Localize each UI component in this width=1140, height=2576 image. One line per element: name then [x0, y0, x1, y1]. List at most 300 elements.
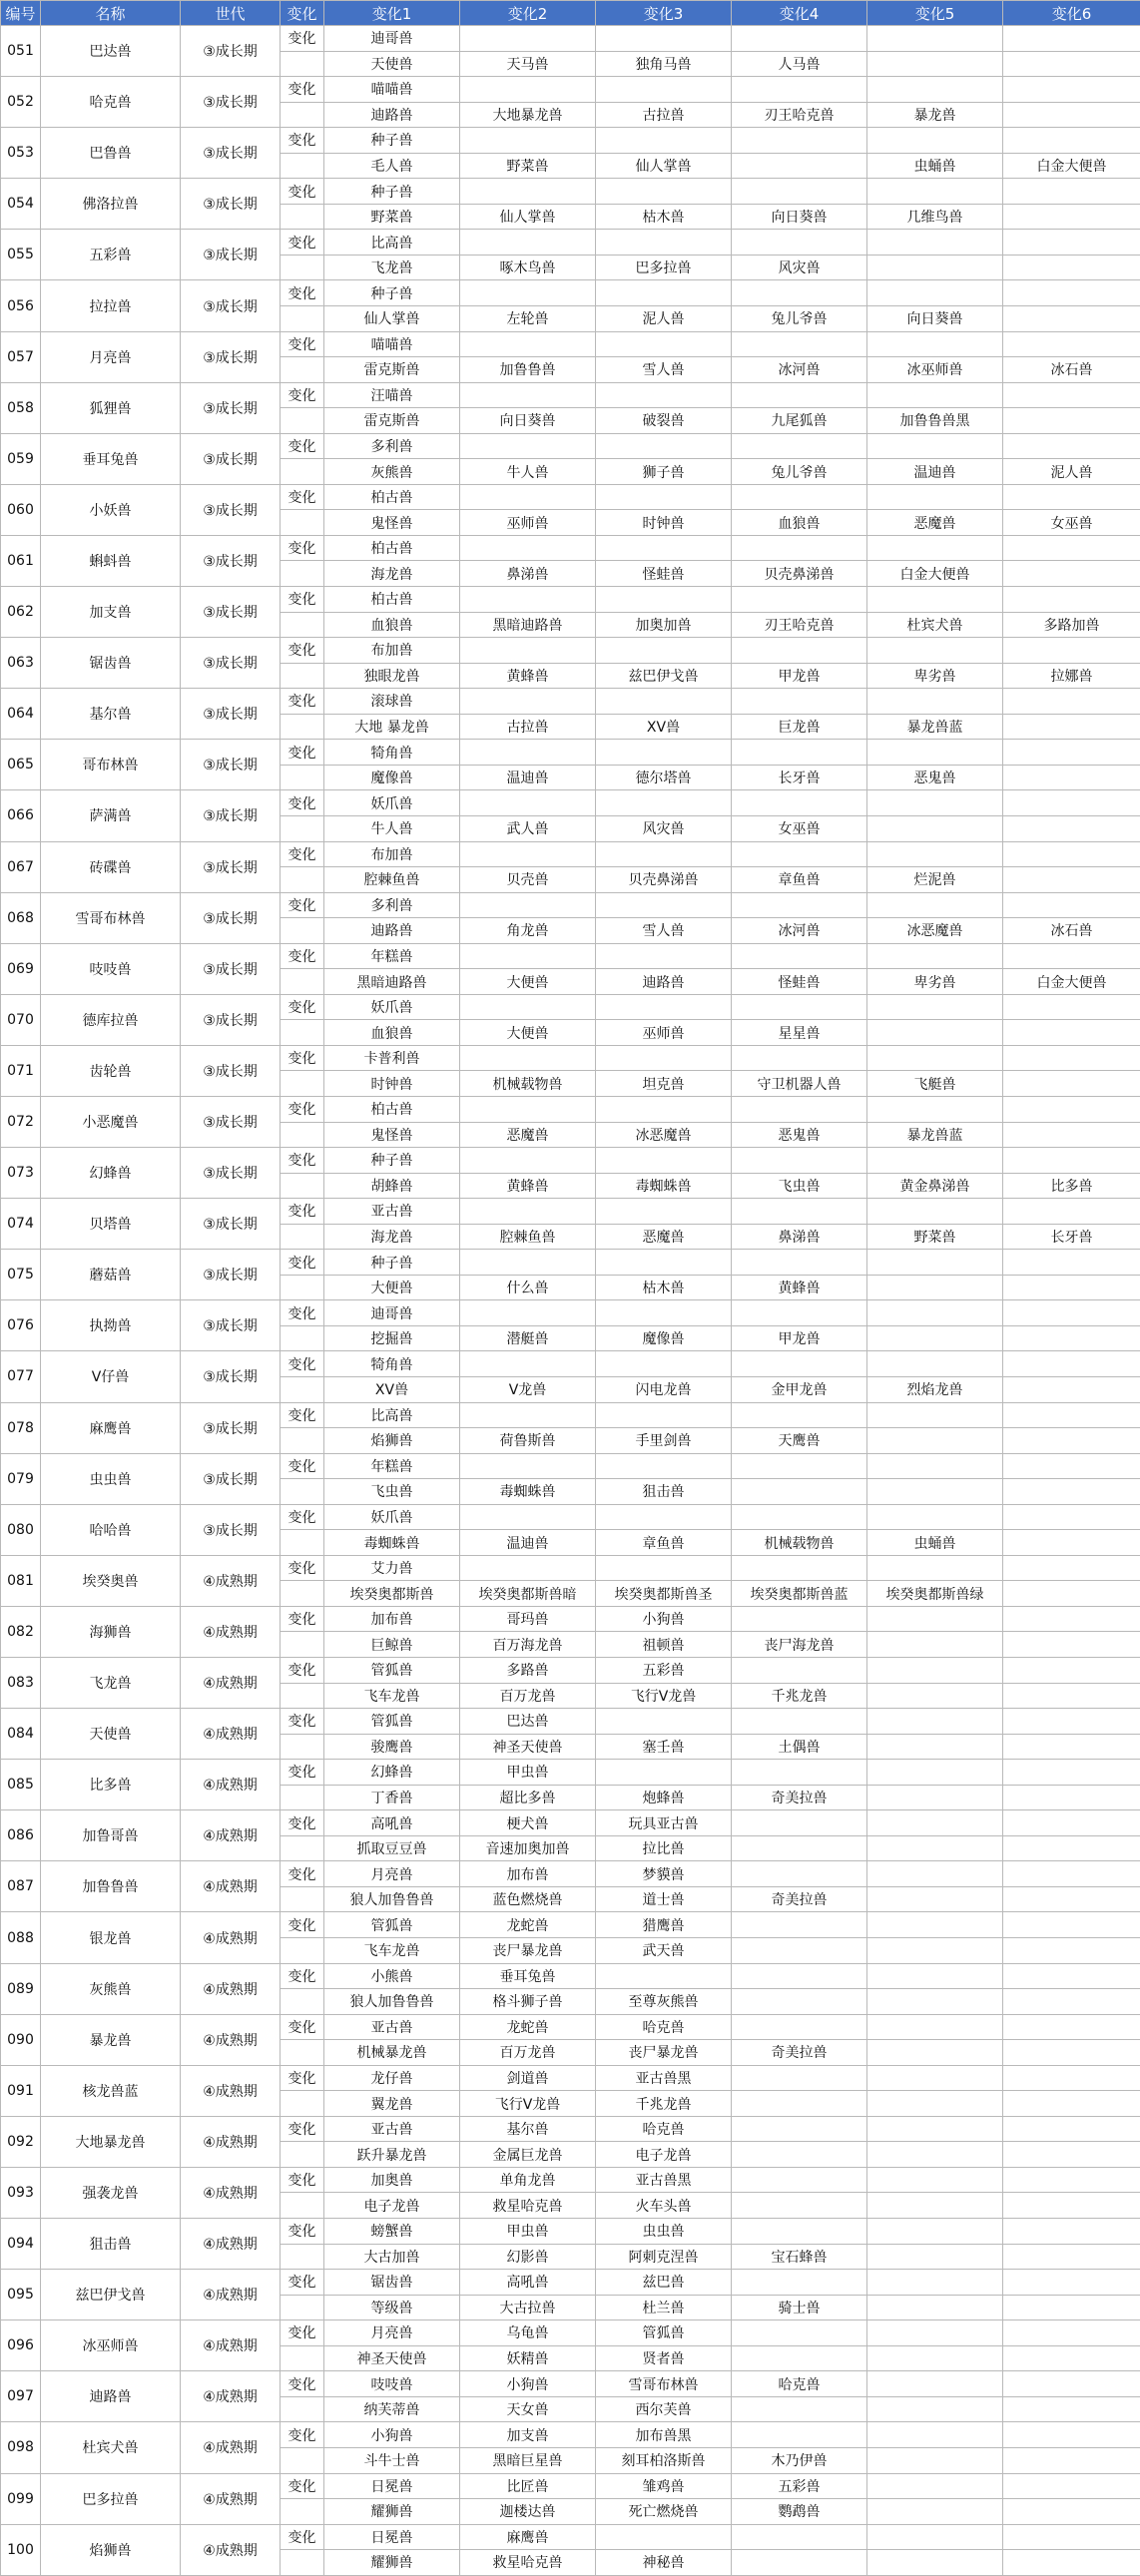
generation-cell[interactable]: ③成长期: [181, 638, 281, 689]
evolution-cell[interactable]: 冰河兽: [732, 357, 867, 383]
evolution-cell[interactable]: 坦克兽: [596, 1071, 732, 1097]
degeneration-cell[interactable]: [867, 1453, 1003, 1479]
degeneration-cell[interactable]: 雪哥布林兽: [596, 2371, 732, 2397]
evolution-cell[interactable]: [867, 1428, 1003, 1454]
evolution-cell[interactable]: 杜兰兽: [596, 2295, 732, 2320]
degeneration-cell[interactable]: [867, 1963, 1003, 1989]
degeneration-cell[interactable]: [732, 1250, 867, 1276]
id-cell[interactable]: 063: [1, 638, 41, 689]
degeneration-cell[interactable]: 巴达兽: [460, 1709, 596, 1735]
degeneration-cell[interactable]: 龙蛇兽: [460, 2014, 596, 2040]
degeneration-cell[interactable]: [596, 790, 732, 816]
degeneration-cell[interactable]: [460, 841, 596, 867]
evolution-cell[interactable]: 冰恶魔兽: [596, 1122, 732, 1148]
degeneration-cell[interactable]: [732, 433, 867, 459]
evolution-cell[interactable]: [1003, 1479, 1140, 1505]
evolution-cell[interactable]: 白金大便兽: [1003, 969, 1140, 995]
change-type-cell[interactable]: [281, 204, 324, 230]
evolution-cell[interactable]: 雪人兽: [596, 918, 732, 944]
degeneration-cell[interactable]: [1003, 638, 1140, 664]
evolution-cell[interactable]: 纳芙蒂兽: [324, 2396, 460, 2422]
degeneration-cell[interactable]: [1003, 1810, 1140, 1836]
degeneration-cell[interactable]: [1003, 1300, 1140, 1326]
evolution-cell[interactable]: 虫蛹兽: [867, 153, 1003, 179]
degeneration-cell[interactable]: [1003, 535, 1140, 561]
evolution-cell[interactable]: 长牙兽: [732, 765, 867, 790]
evolution-cell[interactable]: 奇美拉兽: [732, 2040, 867, 2066]
change-type-cell[interactable]: [281, 306, 324, 332]
degeneration-cell[interactable]: [596, 994, 732, 1020]
evolution-cell[interactable]: 飞艇兽: [867, 1071, 1003, 1097]
name-cell[interactable]: 五彩兽: [41, 230, 181, 280]
evolution-cell[interactable]: 冰石兽: [1003, 357, 1140, 383]
degeneration-cell[interactable]: [867, 1148, 1003, 1174]
degeneration-cell[interactable]: [732, 535, 867, 561]
evolution-cell[interactable]: 阿刺克涅兽: [596, 2244, 732, 2270]
evolution-cell[interactable]: 怪蛙兽: [596, 561, 732, 587]
evolution-cell[interactable]: [867, 2550, 1003, 2576]
evolution-cell[interactable]: 埃癸奥都斯兽: [324, 1581, 460, 1607]
evolution-cell[interactable]: 黑暗巨星兽: [460, 2447, 596, 2473]
degeneration-cell[interactable]: 比高兽: [324, 230, 460, 256]
header-cell-id[interactable]: 编号: [1, 1, 41, 26]
header-cell-change-4[interactable]: 变化4: [732, 1, 867, 26]
evolution-cell[interactable]: 死亡燃烧兽: [596, 2499, 732, 2525]
evolution-cell[interactable]: [732, 2550, 867, 2576]
name-cell[interactable]: 核龙兽蓝: [41, 2065, 181, 2116]
degeneration-cell[interactable]: [1003, 26, 1140, 52]
generation-cell[interactable]: ③成长期: [181, 1096, 281, 1147]
change-type-cell[interactable]: [281, 255, 324, 280]
evolution-cell[interactable]: 巨龙兽: [732, 714, 867, 740]
degeneration-cell[interactable]: 种子兽: [324, 179, 460, 205]
degeneration-cell[interactable]: [1003, 740, 1140, 766]
degeneration-cell[interactable]: [1003, 2371, 1140, 2397]
evolution-cell[interactable]: 人马兽: [732, 51, 867, 77]
evolution-cell[interactable]: [1003, 2193, 1140, 2219]
degeneration-cell[interactable]: [460, 1199, 596, 1225]
generation-cell[interactable]: ③成长期: [181, 943, 281, 994]
name-cell[interactable]: 德库拉兽: [41, 994, 181, 1045]
generation-cell[interactable]: ④成熟期: [181, 2167, 281, 2218]
degeneration-cell[interactable]: [732, 1810, 867, 1836]
generation-cell[interactable]: ④成熟期: [181, 2014, 281, 2065]
degeneration-cell[interactable]: [1003, 1250, 1140, 1276]
evolution-cell[interactable]: 大地暴龙兽: [460, 102, 596, 128]
degeneration-cell[interactable]: [1003, 943, 1140, 969]
name-cell[interactable]: 月亮兽: [41, 331, 181, 382]
evolution-cell[interactable]: 骏鹰兽: [324, 1734, 460, 1760]
change-type-cell[interactable]: 变化: [281, 2065, 324, 2091]
name-cell[interactable]: 执拗兽: [41, 1300, 181, 1351]
degeneration-cell[interactable]: 吱吱兽: [324, 2371, 460, 2397]
degeneration-cell[interactable]: [460, 587, 596, 613]
degeneration-cell[interactable]: 多利兽: [324, 433, 460, 459]
degeneration-cell[interactable]: [867, 280, 1003, 306]
evolution-cell[interactable]: 天鹰兽: [732, 1428, 867, 1454]
degeneration-cell[interactable]: 日冕兽: [324, 2473, 460, 2499]
id-cell[interactable]: 098: [1, 2422, 41, 2473]
degeneration-cell[interactable]: [732, 280, 867, 306]
evolution-cell[interactable]: [867, 1020, 1003, 1046]
evolution-cell[interactable]: [867, 1275, 1003, 1300]
evolution-cell[interactable]: [1003, 1325, 1140, 1351]
change-type-cell[interactable]: [281, 102, 324, 128]
evolution-cell[interactable]: [867, 1989, 1003, 2015]
evolution-cell[interactable]: 野菜兽: [867, 1224, 1003, 1250]
degeneration-cell[interactable]: [1003, 77, 1140, 103]
id-cell[interactable]: 094: [1, 2219, 41, 2270]
change-type-cell[interactable]: [281, 2244, 324, 2270]
degeneration-cell[interactable]: [460, 994, 596, 1020]
generation-cell[interactable]: ③成长期: [181, 230, 281, 280]
evolution-cell[interactable]: [1003, 2142, 1140, 2168]
evolution-cell[interactable]: 狼人加鲁鲁兽: [324, 1886, 460, 1912]
evolution-cell[interactable]: 啄木鸟兽: [460, 255, 596, 280]
degeneration-cell[interactable]: [867, 740, 1003, 766]
evolution-cell[interactable]: 机械载物兽: [460, 1071, 596, 1097]
generation-cell[interactable]: ③成长期: [181, 1504, 281, 1555]
degeneration-cell[interactable]: [867, 2371, 1003, 2397]
degeneration-cell[interactable]: 妖爪兽: [324, 994, 460, 1020]
degeneration-cell[interactable]: [867, 2014, 1003, 2040]
degeneration-cell[interactable]: [732, 1709, 867, 1735]
change-type-cell[interactable]: [281, 1734, 324, 1760]
change-type-cell[interactable]: 变化: [281, 841, 324, 867]
degeneration-cell[interactable]: 亚古兽: [324, 2116, 460, 2142]
evolution-cell[interactable]: 魔像兽: [596, 1325, 732, 1351]
evolution-cell[interactable]: 古拉兽: [460, 714, 596, 740]
evolution-cell[interactable]: 电子龙兽: [324, 2193, 460, 2219]
change-type-cell[interactable]: 变化: [281, 790, 324, 816]
degeneration-cell[interactable]: 哥玛兽: [460, 1606, 596, 1632]
degeneration-cell[interactable]: [596, 1555, 732, 1581]
degeneration-cell[interactable]: 喵喵兽: [324, 77, 460, 103]
evolution-cell[interactable]: 恶魔兽: [460, 1122, 596, 1148]
change-type-cell[interactable]: [281, 1224, 324, 1250]
degeneration-cell[interactable]: [1003, 1148, 1140, 1174]
degeneration-cell[interactable]: 基尔兽: [460, 2116, 596, 2142]
degeneration-cell[interactable]: [596, 1963, 732, 1989]
evolution-cell[interactable]: [1003, 714, 1140, 740]
evolution-cell[interactable]: 仙人掌兽: [324, 306, 460, 332]
degeneration-cell[interactable]: 种子兽: [324, 1250, 460, 1276]
name-cell[interactable]: 蘑菇兽: [41, 1250, 181, 1300]
degeneration-cell[interactable]: [596, 484, 732, 510]
degeneration-cell[interactable]: 月亮兽: [324, 2320, 460, 2346]
evolution-cell[interactable]: 翼龙兽: [324, 2091, 460, 2117]
name-cell[interactable]: 巴多拉兽: [41, 2473, 181, 2524]
change-type-cell[interactable]: [281, 2396, 324, 2422]
evolution-cell[interactable]: 妖精兽: [460, 2345, 596, 2371]
generation-cell[interactable]: ③成长期: [181, 841, 281, 892]
generation-cell[interactable]: ③成长期: [181, 128, 281, 179]
degeneration-cell[interactable]: [596, 1045, 732, 1071]
change-type-cell[interactable]: [281, 1683, 324, 1709]
degeneration-cell[interactable]: [867, 128, 1003, 154]
change-type-cell[interactable]: [281, 2447, 324, 2473]
degeneration-cell[interactable]: 小狗兽: [324, 2422, 460, 2448]
degeneration-cell[interactable]: [867, 2219, 1003, 2245]
degeneration-cell[interactable]: 哈克兽: [596, 2014, 732, 2040]
degeneration-cell[interactable]: 比匠兽: [460, 2473, 596, 2499]
degeneration-cell[interactable]: [1003, 1861, 1140, 1887]
evolution-cell[interactable]: 大便兽: [460, 1020, 596, 1046]
degeneration-cell[interactable]: 螃蟹兽: [324, 2219, 460, 2245]
degeneration-cell[interactable]: 日冕兽: [324, 2524, 460, 2550]
degeneration-cell[interactable]: 小熊兽: [324, 1963, 460, 1989]
evolution-cell[interactable]: [732, 2193, 867, 2219]
degeneration-cell[interactable]: [1003, 1199, 1140, 1225]
evolution-cell[interactable]: [867, 815, 1003, 841]
name-cell[interactable]: 哈哈兽: [41, 1504, 181, 1555]
degeneration-cell[interactable]: [732, 689, 867, 715]
evolution-cell[interactable]: [867, 2345, 1003, 2371]
id-cell[interactable]: 072: [1, 1096, 41, 1147]
degeneration-cell[interactable]: [867, 943, 1003, 969]
header-cell-name[interactable]: 名称: [41, 1, 181, 26]
generation-cell[interactable]: ③成长期: [181, 994, 281, 1045]
generation-cell[interactable]: ④成熟期: [181, 1810, 281, 1861]
degeneration-cell[interactable]: [732, 1096, 867, 1122]
id-cell[interactable]: 057: [1, 331, 41, 382]
evolution-cell[interactable]: 刻耳柏洛斯兽: [596, 2447, 732, 2473]
degeneration-cell[interactable]: [867, 1504, 1003, 1530]
evolution-cell[interactable]: 巴多拉兽: [596, 255, 732, 280]
generation-cell[interactable]: ④成熟期: [181, 2524, 281, 2575]
degeneration-cell[interactable]: [596, 2524, 732, 2550]
name-cell[interactable]: 齿轮兽: [41, 1045, 181, 1096]
id-cell[interactable]: 092: [1, 2116, 41, 2167]
degeneration-cell[interactable]: [732, 179, 867, 205]
evolution-cell[interactable]: 机械载物兽: [732, 1530, 867, 1556]
evolution-cell[interactable]: [1003, 2396, 1140, 2422]
change-type-cell[interactable]: 变化: [281, 2167, 324, 2193]
name-cell[interactable]: 比多兽: [41, 1760, 181, 1810]
change-type-cell[interactable]: 变化: [281, 1912, 324, 1938]
degeneration-cell[interactable]: 妖爪兽: [324, 790, 460, 816]
degeneration-cell[interactable]: [1003, 790, 1140, 816]
id-cell[interactable]: 082: [1, 1606, 41, 1657]
generation-cell[interactable]: ③成长期: [181, 535, 281, 586]
name-cell[interactable]: 灰熊兽: [41, 1963, 181, 2014]
evolution-cell[interactable]: [1003, 2550, 1140, 2576]
generation-cell[interactable]: ④成熟期: [181, 2320, 281, 2371]
change-type-cell[interactable]: 变化: [281, 1351, 324, 1377]
generation-cell[interactable]: ④成熟期: [181, 1760, 281, 1810]
evolution-cell[interactable]: 暴龙兽: [867, 102, 1003, 128]
degeneration-cell[interactable]: [867, 2320, 1003, 2346]
id-cell[interactable]: 077: [1, 1351, 41, 1402]
name-cell[interactable]: 迪路兽: [41, 2371, 181, 2422]
degeneration-cell[interactable]: [1003, 1045, 1140, 1071]
evolution-cell[interactable]: [1003, 765, 1140, 790]
degeneration-cell[interactable]: [732, 1861, 867, 1887]
generation-cell[interactable]: ④成熟期: [181, 2065, 281, 2116]
generation-cell[interactable]: ④成熟期: [181, 1963, 281, 2014]
evolution-cell[interactable]: 加奥加兽: [596, 612, 732, 638]
change-type-cell[interactable]: 变化: [281, 2219, 324, 2245]
id-cell[interactable]: 085: [1, 1760, 41, 1810]
id-cell[interactable]: 075: [1, 1250, 41, 1300]
evolution-cell[interactable]: 温迪兽: [867, 459, 1003, 485]
degeneration-cell[interactable]: [732, 1504, 867, 1530]
generation-cell[interactable]: ④成熟期: [181, 2270, 281, 2320]
evolution-cell[interactable]: [867, 255, 1003, 280]
evolution-cell[interactable]: 救星哈克兽: [460, 2550, 596, 2576]
evolution-cell[interactable]: 兔儿爷兽: [732, 306, 867, 332]
evolution-cell[interactable]: 多路加兽: [1003, 612, 1140, 638]
degeneration-cell[interactable]: [596, 1351, 732, 1377]
id-cell[interactable]: 089: [1, 1963, 41, 2014]
degeneration-cell[interactable]: [867, 230, 1003, 256]
change-type-cell[interactable]: 变化: [281, 1096, 324, 1122]
evolution-cell[interactable]: 迪路兽: [596, 969, 732, 995]
id-cell[interactable]: 091: [1, 2065, 41, 2116]
evolution-cell[interactable]: 鬼怪兽: [324, 510, 460, 536]
change-type-cell[interactable]: [281, 2499, 324, 2525]
degeneration-cell[interactable]: [867, 2065, 1003, 2091]
name-cell[interactable]: 加鲁哥兽: [41, 1810, 181, 1861]
evolution-cell[interactable]: 黑暗迪路兽: [324, 969, 460, 995]
evolution-cell[interactable]: 丧尸暴龙兽: [596, 2040, 732, 2066]
degeneration-cell[interactable]: [1003, 280, 1140, 306]
generation-cell[interactable]: ③成长期: [181, 26, 281, 77]
evolution-cell[interactable]: [867, 1632, 1003, 1658]
degeneration-cell[interactable]: [732, 128, 867, 154]
generation-cell[interactable]: ③成长期: [181, 1453, 281, 1504]
degeneration-cell[interactable]: [1003, 2270, 1140, 2296]
evolution-cell[interactable]: 大便兽: [324, 1275, 460, 1300]
evolution-cell[interactable]: 飞行V龙兽: [596, 1683, 732, 1709]
evolution-cell[interactable]: 温迪兽: [460, 765, 596, 790]
evolution-cell[interactable]: 大古拉兽: [460, 2295, 596, 2320]
degeneration-cell[interactable]: [1003, 1504, 1140, 1530]
degeneration-cell[interactable]: [732, 740, 867, 766]
degeneration-cell[interactable]: [732, 2219, 867, 2245]
degeneration-cell[interactable]: [732, 587, 867, 613]
degeneration-cell[interactable]: [460, 1453, 596, 1479]
degeneration-cell[interactable]: 龙蛇兽: [460, 1912, 596, 1938]
degeneration-cell[interactable]: 迪哥兽: [324, 1300, 460, 1326]
degeneration-cell[interactable]: [460, 1402, 596, 1428]
evolution-cell[interactable]: 巨鲸兽: [324, 1632, 460, 1658]
name-cell[interactable]: V仔兽: [41, 1351, 181, 1402]
degeneration-cell[interactable]: [460, 1045, 596, 1071]
degeneration-cell[interactable]: [867, 1045, 1003, 1071]
degeneration-cell[interactable]: 比高兽: [324, 1402, 460, 1428]
degeneration-cell[interactable]: [596, 77, 732, 103]
degeneration-cell[interactable]: [1003, 331, 1140, 357]
evolution-cell[interactable]: [867, 1835, 1003, 1861]
evolution-cell[interactable]: 野菜兽: [460, 153, 596, 179]
evolution-cell[interactable]: 冰石兽: [1003, 918, 1140, 944]
degeneration-cell[interactable]: [1003, 433, 1140, 459]
degeneration-cell[interactable]: 哈克兽: [596, 2116, 732, 2142]
id-cell[interactable]: 055: [1, 230, 41, 280]
change-type-cell[interactable]: [281, 969, 324, 995]
evolution-cell[interactable]: 风灾兽: [732, 255, 867, 280]
change-type-cell[interactable]: [281, 1989, 324, 2015]
evolution-cell[interactable]: [1003, 1835, 1140, 1861]
change-type-cell[interactable]: 变化: [281, 1709, 324, 1735]
evolution-cell[interactable]: 破裂兽: [596, 408, 732, 434]
id-cell[interactable]: 084: [1, 1709, 41, 1760]
evolution-cell[interactable]: 加鲁鲁兽黑: [867, 408, 1003, 434]
evolution-cell[interactable]: [1003, 1275, 1140, 1300]
degeneration-cell[interactable]: 年糕兽: [324, 943, 460, 969]
evolution-cell[interactable]: 白金大便兽: [867, 561, 1003, 587]
degeneration-cell[interactable]: [596, 892, 732, 918]
degeneration-cell[interactable]: [732, 1912, 867, 1938]
change-type-cell[interactable]: [281, 1071, 324, 1097]
degeneration-cell[interactable]: [867, 2422, 1003, 2448]
id-cell[interactable]: 081: [1, 1555, 41, 1606]
change-type-cell[interactable]: [281, 1785, 324, 1810]
change-type-cell[interactable]: [281, 765, 324, 790]
degeneration-cell[interactable]: [596, 1096, 732, 1122]
evolution-cell[interactable]: XV兽: [596, 714, 732, 740]
evolution-cell[interactable]: 血狼兽: [324, 1020, 460, 1046]
degeneration-cell[interactable]: 加奥兽: [324, 2167, 460, 2193]
evolution-cell[interactable]: [1003, 1071, 1140, 1097]
degeneration-cell[interactable]: [867, 1912, 1003, 1938]
change-type-cell[interactable]: 变化: [281, 1760, 324, 1786]
evolution-cell[interactable]: [1003, 51, 1140, 77]
evolution-cell[interactable]: 巫师兽: [596, 1020, 732, 1046]
name-cell[interactable]: 焰狮兽: [41, 2524, 181, 2575]
evolution-cell[interactable]: [1003, 306, 1140, 332]
change-type-cell[interactable]: [281, 1835, 324, 1861]
degeneration-cell[interactable]: [732, 1963, 867, 1989]
evolution-cell[interactable]: 卑劣兽: [867, 663, 1003, 689]
evolution-cell[interactable]: 恶鬼兽: [867, 765, 1003, 790]
id-cell[interactable]: 071: [1, 1045, 41, 1096]
name-cell[interactable]: 雪哥布林兽: [41, 892, 181, 943]
degeneration-cell[interactable]: [867, 689, 1003, 715]
change-type-cell[interactable]: 变化: [281, 1963, 324, 1989]
change-type-cell[interactable]: 变化: [281, 1300, 324, 1326]
generation-cell[interactable]: ③成长期: [181, 740, 281, 790]
evolution-cell[interactable]: 迪路兽: [324, 102, 460, 128]
change-type-cell[interactable]: 变化: [281, 2270, 324, 2296]
change-type-cell[interactable]: [281, 1020, 324, 1046]
evolution-cell[interactable]: [867, 1734, 1003, 1760]
name-cell[interactable]: 强袭龙兽: [41, 2167, 181, 2218]
generation-cell[interactable]: ④成熟期: [181, 1606, 281, 1657]
degeneration-cell[interactable]: [732, 484, 867, 510]
generation-cell[interactable]: ③成长期: [181, 892, 281, 943]
degeneration-cell[interactable]: 喵喵兽: [324, 331, 460, 357]
evolution-cell[interactable]: 冰巫师兽: [867, 357, 1003, 383]
degeneration-cell[interactable]: [460, 1250, 596, 1276]
degeneration-cell[interactable]: [867, 1760, 1003, 1786]
evolution-cell[interactable]: 天使兽: [324, 51, 460, 77]
degeneration-cell[interactable]: 亚古兽: [324, 1199, 460, 1225]
change-type-cell[interactable]: [281, 1886, 324, 1912]
id-cell[interactable]: 083: [1, 1658, 41, 1709]
evolution-cell[interactable]: 大便兽: [460, 969, 596, 995]
degeneration-cell[interactable]: [596, 1760, 732, 1786]
degeneration-cell[interactable]: [867, 1555, 1003, 1581]
evolution-cell[interactable]: [1003, 2499, 1140, 2525]
degeneration-cell[interactable]: [1003, 1402, 1140, 1428]
degeneration-cell[interactable]: [732, 2167, 867, 2193]
evolution-cell[interactable]: 枯木兽: [596, 204, 732, 230]
degeneration-cell[interactable]: [732, 841, 867, 867]
change-type-cell[interactable]: [281, 561, 324, 587]
evolution-cell[interactable]: [1003, 2244, 1140, 2270]
